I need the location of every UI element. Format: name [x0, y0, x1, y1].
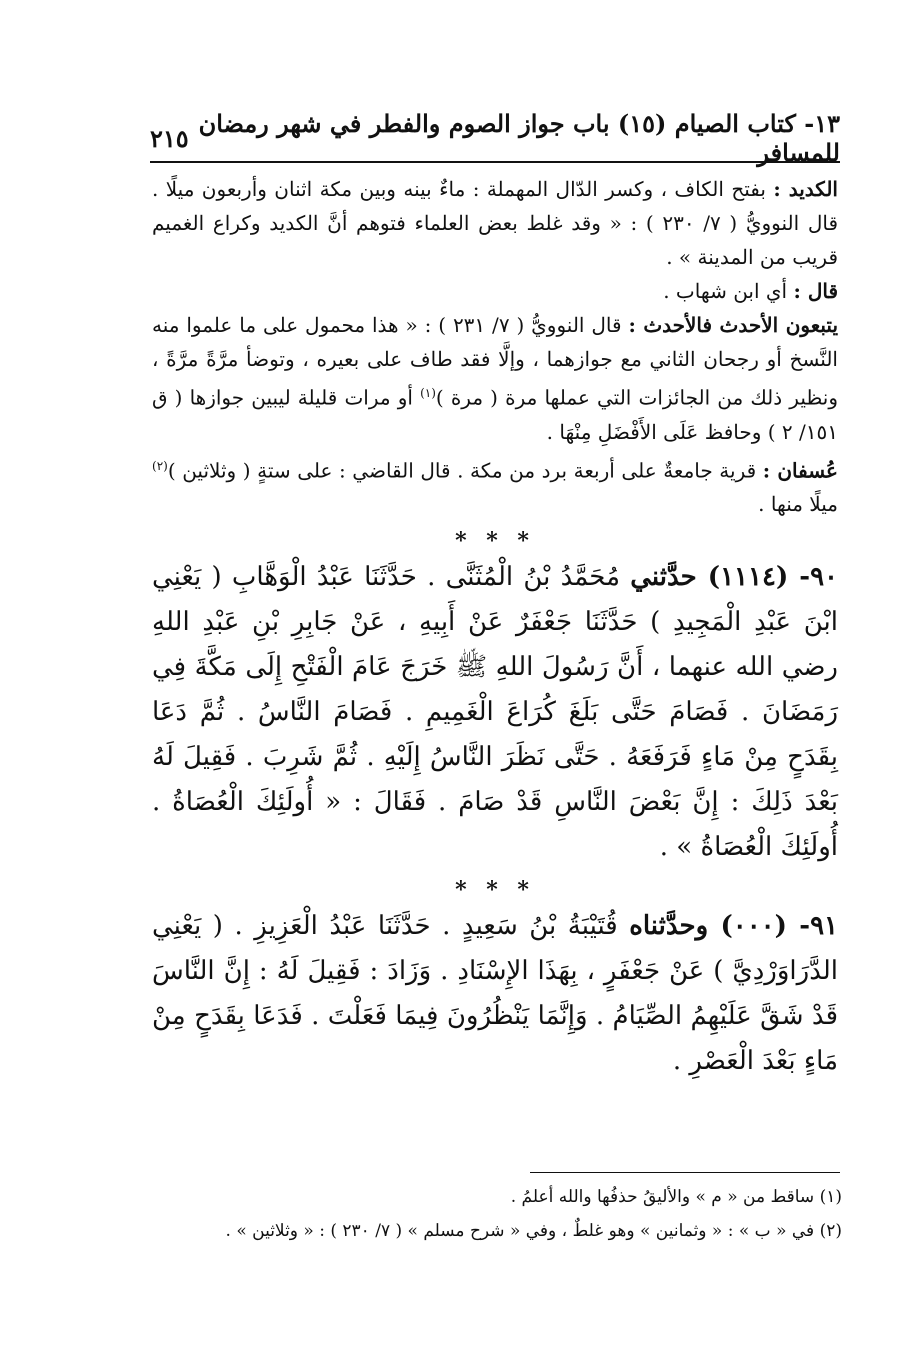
page-content	[152, 172, 838, 1084]
note-usfan: عُسفان : قرية جامعةٌ على أربعة برد من مكة . قال القاضي : على ستةٍ ( وثلاثين )$^{(٢)}$ ميلًا منها .	[152, 458, 838, 517]
footnote-rule	[530, 1172, 840, 1173]
hadith-90-number: ٩٠- (١١١٤) حدَّثني	[630, 562, 838, 593]
header-title: ١٣- كتاب الصيام (١٥) باب جواز الصوم والفطر في شهر رمضان للمسافر	[198, 109, 840, 167]
hadith-91-text: قُتَيْبَةُ بْنُ سَعِيدٍ . حَدَّثَنَا عَبْدُ الْعَزِيزِ . ( يَعْنِي الدَّرَاوَرْدِيَّ ) عَنْ جَعْفَرٍ ، بِهَذَا الإِسْنَادِ . وَزَادَ : فَقِيلَ لَهُ : إِنَّ النَّاسَ قَدْ شَقَّ عَلَيْهِمُ الصِّيَامُ . وَإِنَّمَا يَنْظُرُونَ فِيمَا فَعَلْتَ . فَدَعَا بِقَدَحٍ مِنْ مَاءٍ بَعْدَ الْعَصْرِ .	[152, 911, 838, 1077]
hadith-90	[152, 555, 838, 870]
footnote-ref-2: (٢)	[152, 458, 168, 473]
note-qal: قال : أي ابن شهاب .	[663, 279, 838, 303]
note-ahdath: يتبعون الأحدث فالأحدث : قال النوويُّ ( ٧/ ٢٣١ ) : « هذا محمول على ما علموا منه النَّسخ أو رجحان الثاني مع جوازهما ، وإلَّا فقد طاف على بعيره ، وتوضأ مرَّةً مرَّةً ، ونظير ذلك من الجائزات التي عملها مرة ( مرة )$^{(١)}$ أو مرات قليلة ليبين جوازها ( ق ١٥١/ ٢ ) وحافظ عَلَى الأَفْضَلِ مِنْهَا .	[152, 313, 839, 444]
hadith-90-text: مُحَمَّدُ بْنُ الْمُثَنَّى . حَدَّثَنَا عَبْدُ الْوَهَّابِ ( يَعْنِي ابْنَ عَبْدِ الْمَجِيدِ ) حَدَّثَنَا جَعْفَرٌ عَنْ أَبِيهِ ، عَنْ جَابِرِ بْنِ عَبْدِ اللهِ رضي الله عنهما ، أَنَّ رَسُولَ اللهِ ﷺ خَرَجَ عَامَ الْفَتْحِ إِلَى مَكَّةَ فِي رَمَضَانَ . فَصَامَ حَتَّى بَلَغَ كُرَاعَ الْغَمِيمِ . فَصَامَ النَّاسُ . ثُمَّ دَعَا بِقَدَحٍ مِنْ مَاءٍ فَرَفَعَهُ . حَتَّى نَظَرَ النَّاسُ إِلَيْهِ . ثُمَّ شَرِبَ . فَقِيلَ لَهُ بَعْدَ ذَلِكَ : إِنَّ بَعْضَ النَّاسِ قَدْ صَامَ . فَقَالَ : « أُولَئِكَ الْعُصَاةُ . أُولَئِكَ الْعُصَاةُ » .	[152, 562, 838, 863]
hadith-91-number: ٩١- (٠٠٠) وحدَّثناه	[629, 911, 838, 942]
header-rule	[150, 161, 840, 163]
commentary-notes	[152, 172, 838, 521]
page-header	[150, 109, 840, 167]
footnotes	[152, 1180, 842, 1248]
footnote-2: (٢) في « ب » : « وثمانين » وهو غلطٌ ، وفي « شرح مسلم » ( ٧/ ٢٣٠ ) : « وثلاثين » .	[225, 1221, 842, 1241]
section-separator-2: * * *	[455, 877, 535, 904]
footnote-1: (١) ساقط من « م » والأليقُ حذفُها والله أعلمُ .	[510, 1187, 842, 1207]
footnote-ref-1: (١)	[420, 386, 436, 400]
section-separator: * * *	[455, 528, 535, 555]
note-kadid: الكديد : بفتح الكاف ، وكسر الدّال المهملة : ماءٌ بينه وبين مكة اثنان وأربعون ميلًا . قال النوويُّ ( ٧/ ٢٣٠ ) : « وقد غلط بعض العلماء فتوهم أنَّ الكديد وكراع الغميم قريب من المدينة » .	[152, 177, 839, 269]
page-number: ٢١٥	[150, 123, 189, 153]
hadith-91	[152, 904, 838, 1084]
